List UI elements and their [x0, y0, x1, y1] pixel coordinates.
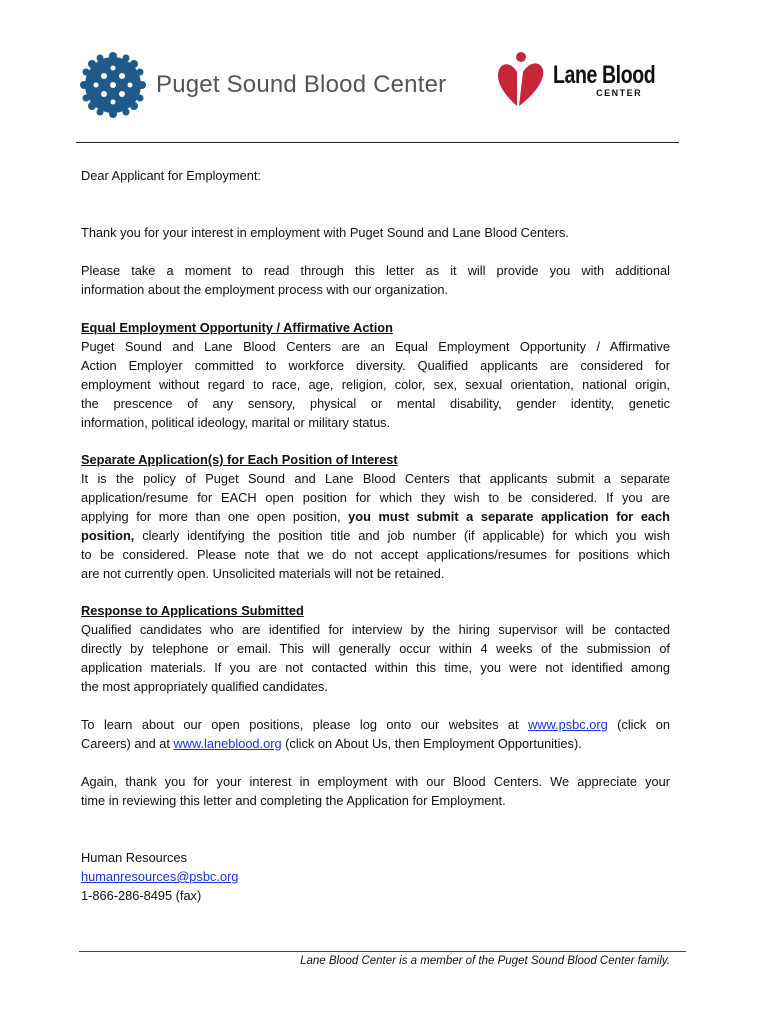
line: employment without regard to race, age, religion, color, sex, sexual orientation, national origin, — [81, 377, 670, 392]
line: Thank you for your interest in employment with Puget Sound and Lane Blood Centers. — [81, 225, 569, 240]
laneblood-website-link[interactable]: www.laneblood.org — [173, 736, 282, 751]
bold-text: position, — [81, 528, 135, 543]
heart-drop-icon — [495, 50, 547, 110]
paragraph-closing — [81, 772, 670, 810]
paragraph-websites — [81, 715, 670, 753]
line: directly by telephone or email. This will generally occur within 4 weeks of the submission of — [81, 641, 670, 656]
line — [81, 734, 670, 753]
line — [81, 507, 670, 526]
section-separate-applications — [81, 450, 670, 583]
lane-logo-title: Lane Blood — [553, 60, 656, 89]
text: Careers) and at — [81, 736, 174, 751]
text: applying for more than one open position, — [81, 509, 349, 524]
line: Action Employer committed to workforce diversity. Qualified applicants are considered for — [81, 358, 670, 373]
section-eeo — [81, 318, 670, 432]
signature — [81, 848, 670, 905]
line: It is the policy of Puget Sound and Lane Blood Centers that applicants submit a separate — [81, 471, 670, 486]
paragraph-thanks — [81, 223, 670, 242]
line: to be considered. Please note that we do not accept applications/resumes for positions which — [81, 547, 670, 562]
line — [81, 715, 670, 734]
line: application/resume for EACH open position for which they wish to be considered. If you are — [81, 490, 670, 505]
signature-fax: 1-866-286-8495 (fax) — [81, 888, 202, 903]
section-heading: Separate Application(s) for Each Position of Interest — [81, 452, 398, 467]
line: the prescence of any sensory, physical or mental disability, gender identity, genetic — [81, 396, 670, 411]
section-heading: Response to Applications Submitted — [81, 603, 304, 618]
text: clearly identifying the position title and job number (if applicable) for which you wish — [134, 528, 670, 543]
lane-logo-subtitle: CENTER — [596, 87, 643, 98]
line: Puget Sound and Lane Blood Centers are an Equal Employment Opportunity / Affirmative — [81, 339, 670, 354]
line: Qualified candidates who are identified for interview by the hiring supervisor will be contacted — [81, 622, 670, 637]
footer-divider — [79, 951, 686, 952]
text: (click on — [607, 717, 670, 732]
section-response — [81, 601, 670, 696]
salutation — [81, 166, 670, 185]
line — [81, 526, 670, 545]
line: information, political ideology, marital or military status. — [81, 415, 391, 430]
line: time in reviewing this letter and completing the Application for Employment. — [81, 793, 506, 808]
bold-text: you must submit a separate application for each — [348, 509, 670, 524]
psbc-website-link[interactable]: www.psbc.org — [528, 717, 608, 732]
signature-department: Human Resources — [81, 850, 187, 865]
line: Please take a moment to read through this letter as it will provide you with additional — [81, 263, 670, 278]
lane-blood-logo — [495, 50, 684, 110]
line: Again, thank you for your interest in employment with our Blood Centers. We appreciate your — [81, 774, 670, 789]
footer-note: Lane Blood Center is a member of the Puget Sound Blood Center family. — [300, 955, 670, 967]
header-divider — [76, 142, 679, 143]
text: To learn about our open positions, please log onto our websites at — [81, 717, 529, 732]
line: are not currently open. Unsolicited materials will not be retained. — [81, 566, 445, 581]
section-heading: Equal Employment Opportunity / Affirmative Action — [81, 320, 393, 335]
psbc-logo-text: Puget Sound Blood Center — [156, 71, 447, 98]
line: application materials. If you are not contacted within this time, you were not identified among — [81, 660, 670, 675]
text: (click on About Us, then Employment Opportunities). — [281, 736, 582, 751]
line: information about the employment process with our organization. — [81, 282, 449, 297]
psbc-emblem-icon — [80, 52, 146, 118]
puget-sound-logo — [80, 52, 446, 118]
hr-email-link[interactable]: humanresources@psbc.org — [81, 869, 239, 884]
line: the most appropriately qualified candidates. — [81, 679, 328, 694]
paragraph-intro — [81, 261, 670, 299]
salutation-text: Dear Applicant for Employment: — [81, 168, 261, 183]
